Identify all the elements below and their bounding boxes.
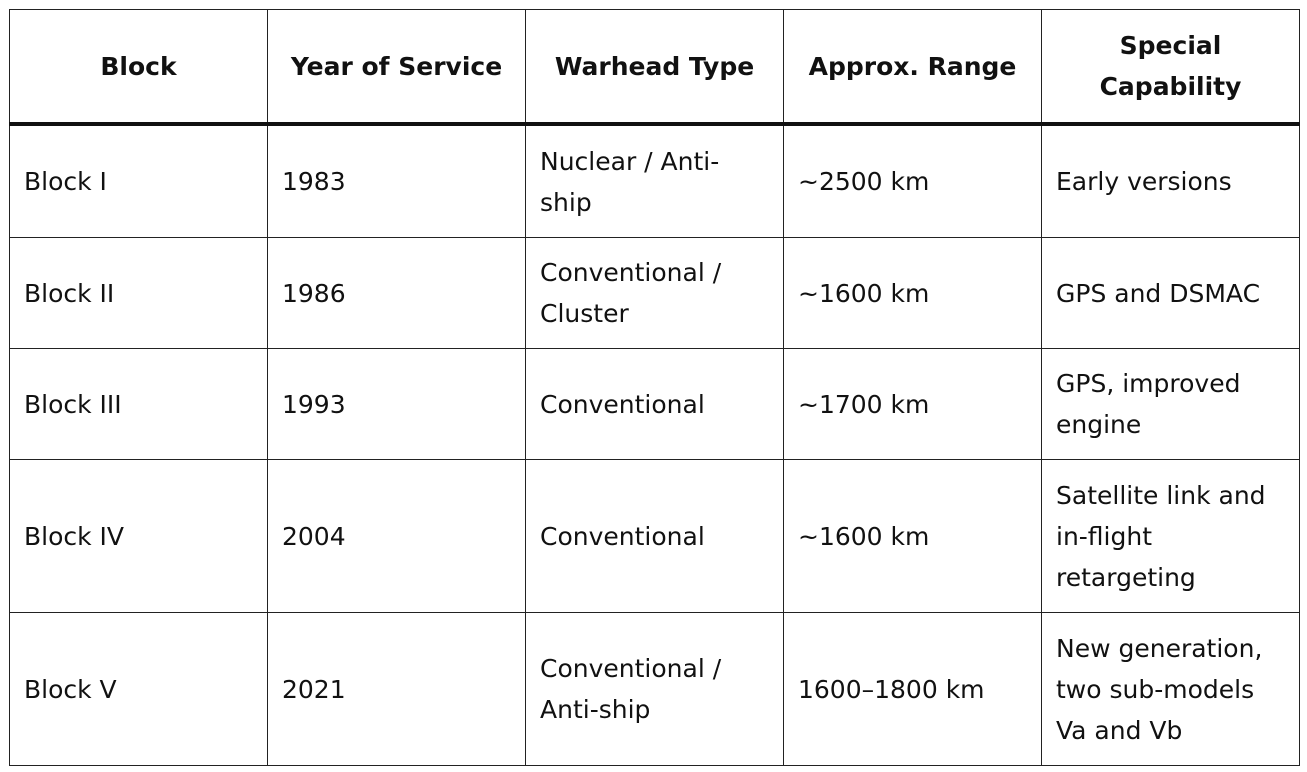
cell-year: 1986 — [268, 238, 526, 349]
cell-range: ~2500 km — [784, 124, 1042, 238]
header-special-capability: Special Capability — [1042, 10, 1300, 125]
block-comparison-table-container — [9, 9, 1299, 766]
cell-block: Block III — [10, 349, 268, 460]
cell-capability: GPS and DSMAC — [1042, 238, 1300, 349]
table-row — [10, 349, 1300, 460]
header-year-of-service: Year of Service — [268, 10, 526, 125]
cell-year: 2021 — [268, 613, 526, 766]
table-row — [10, 238, 1300, 349]
cell-block: Block V — [10, 613, 268, 766]
table-header — [10, 10, 1300, 125]
cell-warhead: Conventional / Anti-ship — [526, 613, 784, 766]
cell-warhead: Nuclear / Anti-ship — [526, 124, 784, 238]
cell-range: ~1600 km — [784, 460, 1042, 613]
table-body — [10, 124, 1300, 766]
header-approx-range: Approx. Range — [784, 10, 1042, 125]
cell-capability: Satellite link and in-flight retargeting — [1042, 460, 1300, 613]
cell-warhead: Conventional — [526, 460, 784, 613]
cell-year: 1983 — [268, 124, 526, 238]
header-row — [10, 10, 1300, 125]
cell-range: 1600–1800 km — [784, 613, 1042, 766]
header-warhead-type: Warhead Type — [526, 10, 784, 125]
table-row — [10, 460, 1300, 613]
cell-range: ~1600 km — [784, 238, 1042, 349]
table-row — [10, 124, 1300, 238]
cell-capability: New generation, two sub-models Va and Vb — [1042, 613, 1300, 766]
cell-block: Block IV — [10, 460, 268, 613]
cell-capability: GPS, improved engine — [1042, 349, 1300, 460]
header-block: Block — [10, 10, 268, 125]
table-row — [10, 613, 1300, 766]
cell-warhead: Conventional — [526, 349, 784, 460]
cell-year: 1993 — [268, 349, 526, 460]
cell-warhead: Conventional / Cluster — [526, 238, 784, 349]
cell-year: 2004 — [268, 460, 526, 613]
cell-block: Block II — [10, 238, 268, 349]
block-comparison-table — [9, 9, 1300, 766]
cell-range: ~1700 km — [784, 349, 1042, 460]
cell-capability: Early versions — [1042, 124, 1300, 238]
cell-block: Block I — [10, 124, 268, 238]
